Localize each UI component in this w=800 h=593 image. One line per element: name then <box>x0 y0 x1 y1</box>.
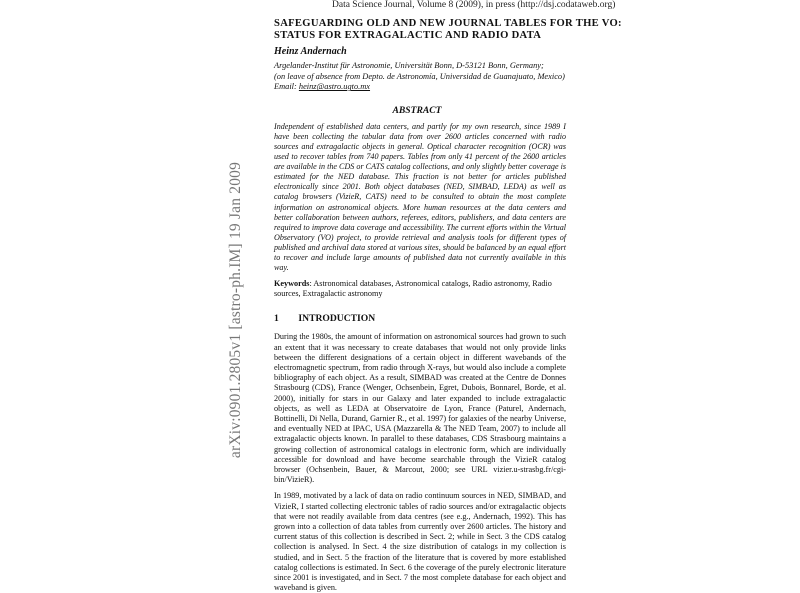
title-line-1: SAFEGUARDING OLD AND NEW JOURNAL TABLES FOR THE VO: <box>274 18 622 29</box>
intro-paragraph-1: During the 1980s, the amount of information on astronomical sources had grown to such an extent that it was necessary to create databases that would not only provide links between the different designations of a certain object in different wavebands of the electromagnetic spectrum, from radio through X-rays, but would also include a complete bibliography of each object. As a result, SIMBAD was created at the Centre de Donnes Strasbourg (CDS), France (Wenger, Ochsenbein, Egret, Dubois, Bonnarel, Borde, et al. 2000), initially for stars in our Galaxy and later expanded to include extragalactic objects, as well as LEDA at Observatoire de Lyon, France (Paturel, Andernach, Bottinelli, Di Nella, Durand, Garnier R., et al. 1997) for galaxies of the nearby Universe, and eventually NED at IPAC, USA (Mazzarella & The NED Team, 2007) to include all extragalactic objects known. In parallel to these databases, CDS Strasbourg maintains a growing collection of astronomical catalogs in electronic form, which are individually accessible for download and have become searchable through the VizieR catalog browser (Ochsenbein, Bauer, & Marcout, 2000; see URL vizier.u-strasbg.fr/cgi-bin/VizieR). <box>274 332 566 485</box>
keywords <box>274 279 566 299</box>
email-line <box>274 82 574 93</box>
affiliation-line-2: (on leave of absence from Depto. de Astronomía, Universidad de Guanajuato, Mexico) <box>274 71 565 81</box>
keywords-label: Keywords <box>274 279 310 289</box>
affiliation <box>274 61 574 93</box>
title-line-2: STATUS FOR EXTRAGALACTIC AND RADIO DATA <box>274 30 542 41</box>
affiliation-line-1: Argelander-Institut für Astronomie, Universität Bonn, D-53121 Bonn, Germany; <box>274 61 544 70</box>
email-link[interactable]: heinz@astro.ugto.mx <box>298 82 371 92</box>
section-heading <box>274 313 574 324</box>
arxiv-identifier: arXiv:0901.2805v1 [astro-ph.IM] 19 Jan 2009 <box>227 161 244 459</box>
running-head: Data Science Journal, Volume 8 (2009), in press (http://dsj.codataweb.org) <box>332 0 616 10</box>
intro-paragraph-2: In 1989, motivated by a lack of data on radio continuum sources in NED, SIMBAD, and VizieR, I started collecting electronic tables of radio sources and/or extragalactic objects that were not readily available from data centres (see e.g., Andernach, 1992). This has grown into a collection of data tables from currently over 2600 articles. The history and current status of this collection is described in Sect. 2; while in Sect. 3 the CDS catalog collection is analysed. In Sect. 4 the size distribution of catalogs in my collection is studied, and in Sect. 5 the fraction of the literature that is covered by more established catalog collections is estimated. In Sect. 6 the coverage of the purely electronic literature since 2001 is investigated, and in Sect. 7 the most complete database for each object and waveband is given. <box>274 491 566 593</box>
abstract-heading: ABSTRACT <box>392 104 442 116</box>
section-number: 1 <box>274 313 279 325</box>
section-title: INTRODUCTION <box>298 313 376 325</box>
email-label: Email: <box>274 82 297 92</box>
paper-title <box>274 18 622 42</box>
abstract-text: Independent of established data centers, and partly for my own research, since 1989 I have been collecting the tabular data from over 2600 articles concerned with radio sources and extragalactic objects in general. Optical character recognition (OCR) was used to recover tables from 740 papers. Tables from only 41 percent of the 2600 articles are available in the CDS or CATS catalog collections, and only slightly better coverage is estimated for the NED database. This fraction is not better for articles published electronically since 2001. Both object databases (NED, SIMBAD, LEDA) as well as catalog browsers (VizieR, CATS) need to be consulted to obtain the most complete information on astronomical objects. More human resources at the data centers and better collaboration between authors, referees, editors, publishers, and data centers are required to improve data coverage and accessibility. The current efforts within the Virtual Observatory (VO) project, to provide retrieval and analysis tools for different types of published and archival data stored at various sites, should be balanced by an equal effort to recover and include large amounts of published data not currently available in this way. <box>274 121 566 273</box>
author-name: Heinz Andernach <box>274 46 347 57</box>
keywords-list: : Astronomical databases, Astronomical catalogs, Radio astronomy, Radio sources, Extragalactic astronomy <box>274 279 552 299</box>
paper-content <box>274 14 622 593</box>
